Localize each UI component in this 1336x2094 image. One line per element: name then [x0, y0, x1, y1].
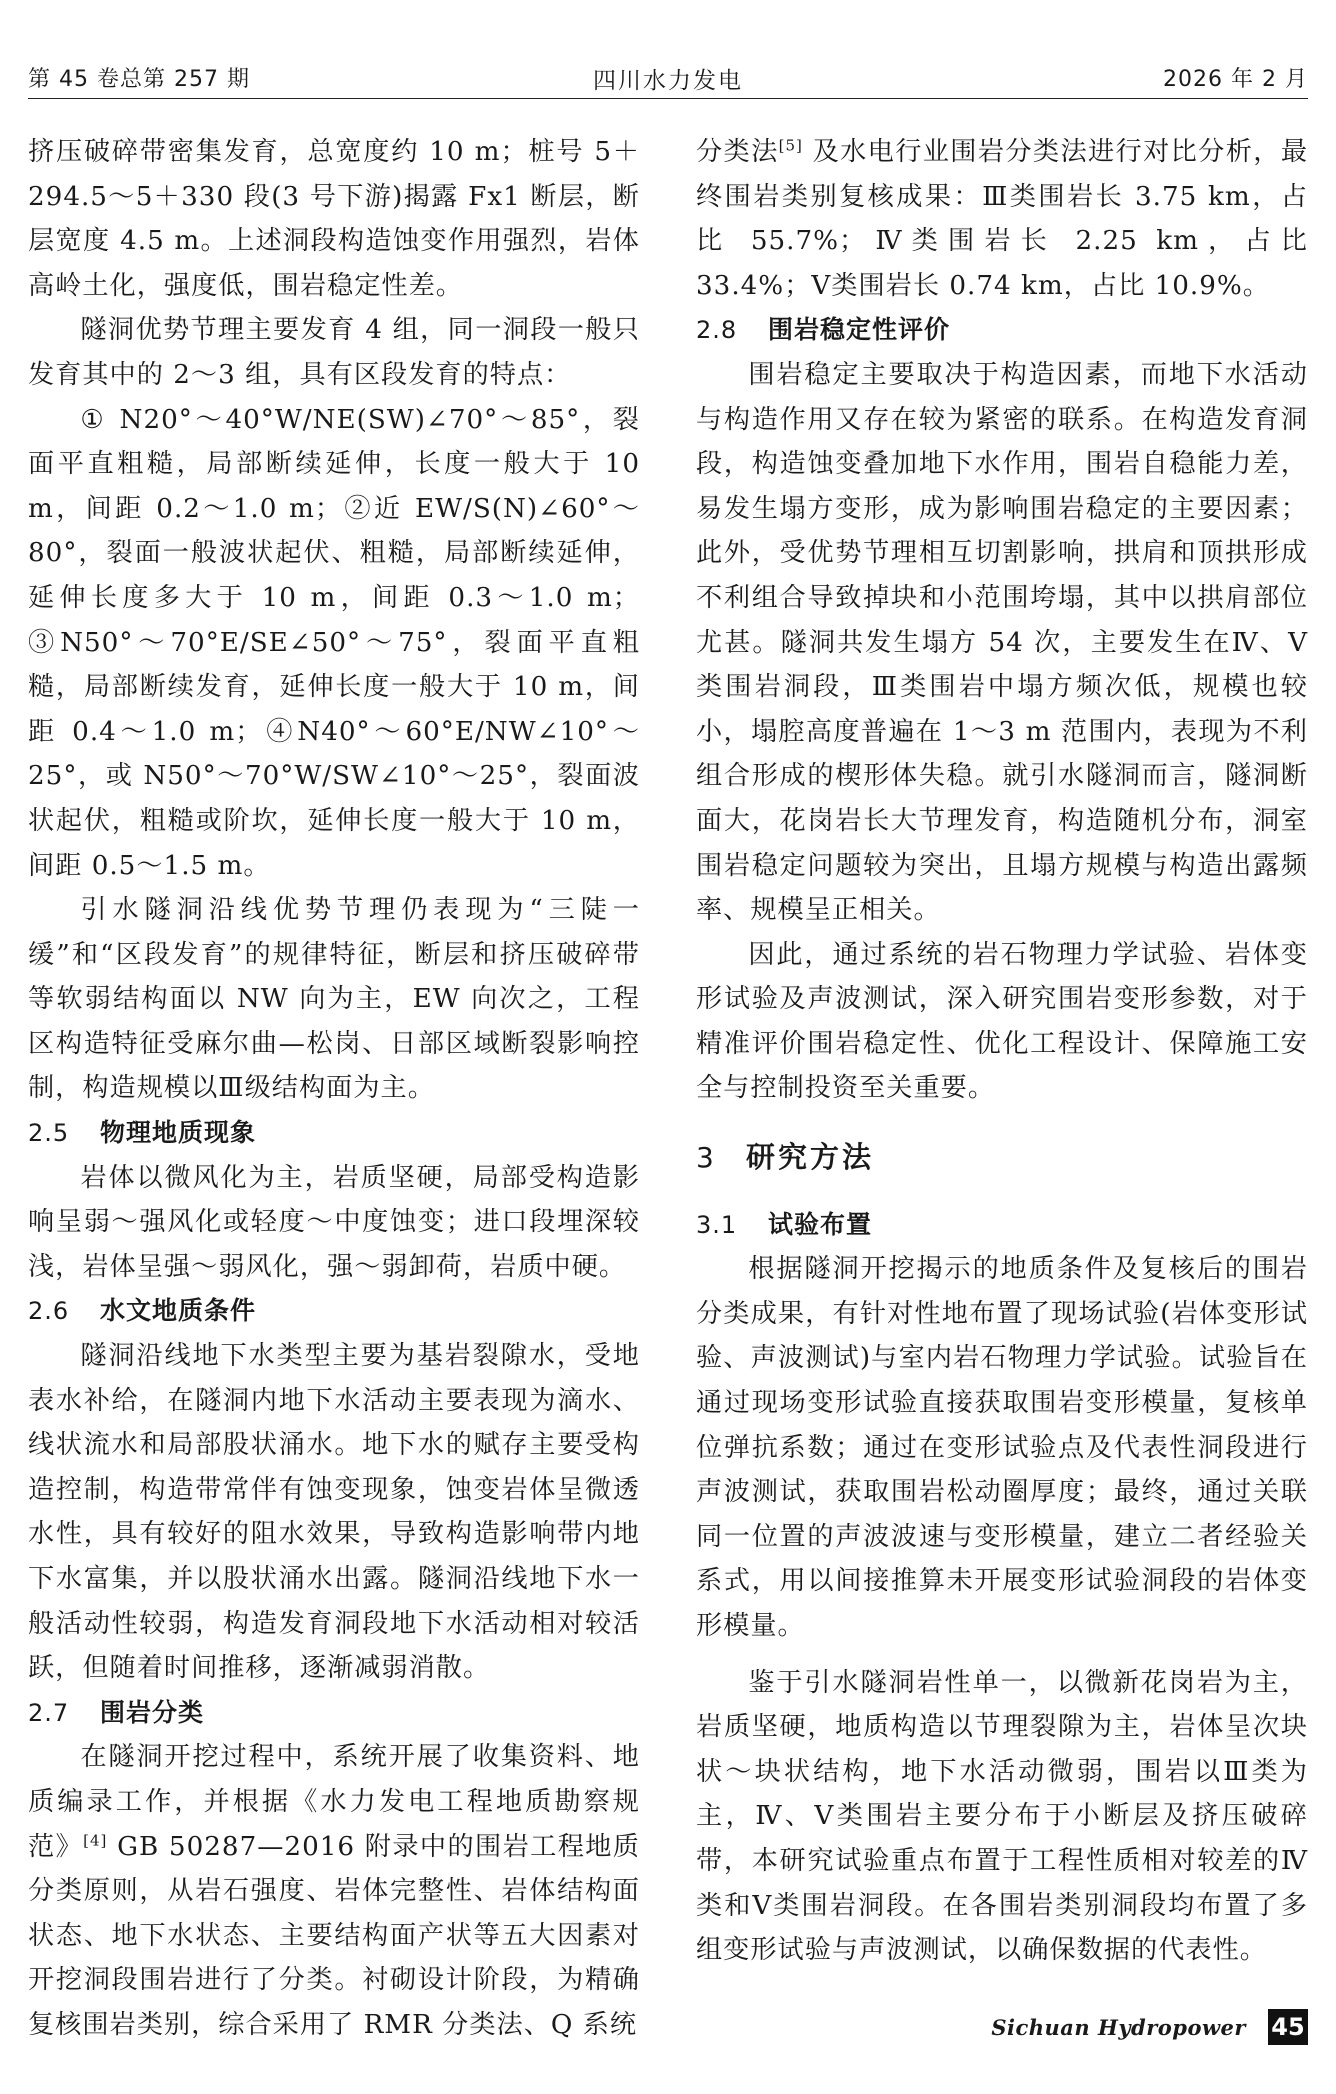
paragraph: 引水隧洞沿线优势节理仍表现为“三陡一缓”和“区段发育”的规律特征，断层和挤压破碎带等软弱结构面以 NW 向为主，EW 向次之，工程区构造特征受麻尔曲—松岗、日部区域断裂影响控制，构造规模以Ⅲ级结构面为主。: [28, 895, 640, 1104]
section-title: 水文地质条件: [100, 1296, 257, 1326]
paragraph: [696, 130, 1308, 308]
paragraph: 隧洞沿线地下水类型主要为基岩裂隙水，受地表水补给，在隧洞内地下水活动主要表现为滴水、线状流水和局部股状涌水。地下水的赋存主要受构造控制，构造带常伴有蚀变现象，蚀变岩体呈微透水性，具有较好的阻水效果，导致构造影响带内地下水富集，并以股状涌水出露。隧洞沿线地下水一般活动性较弱，构造发育洞段地下水活动相对较活跃，但随着时间推移，逐渐减弱消散。: [28, 1341, 640, 1684]
section-number: 2.6: [28, 1297, 70, 1326]
paragraph: [28, 1735, 640, 2047]
issue-date: 2026 年 2 月: [1163, 67, 1308, 92]
paragraph: 根据隧洞开挖揭示的地质条件及复核后的围岩分类成果，有针对性地布置了现场试验(岩体变形试验、声波测试)与室内岩石物理力学试验。试验旨在通过现场变形试验直接获取围岩变形模量，复核单位弹抗系数；通过在变形试验点及代表性洞段进行声波测试，获取围岩松动圈厚度；最终，通过关联同一位置的声波波速与变形模量，建立二者经验关系式，用以间接推算未开展变形试验洞段的岩体变形模量。: [696, 1254, 1308, 1641]
left-column: [28, 130, 640, 2048]
section-heading-3: [696, 1135, 1308, 1181]
text-run: 分类法: [696, 137, 779, 167]
paragraph: 围岩稳定主要取决于构造因素，而地下水活动与构造作用又存在较为紧密的联系。在构造发育洞段，构造蚀变叠加地下水作用，围岩自稳能力差，易发生塌方变形，成为影响围岩稳定的主要因素；此外，受优势节理相互切割影响，拱肩和顶拱形成不利组合导致掉块和小范围垮塌，其中以拱肩部位尤甚。隧洞共发生塌方 54 次，主要发生在Ⅳ、Ⅴ类围岩洞段，Ⅲ类围岩中塌方频次低，规模也较小，塌腔高度普遍在 1～3 m 范围内，表现为不利组合形成的楔形体失稳。就引水隧洞而言，隧洞断面大，花岗岩长大节理发育，构造随机分布，洞室围岩稳定问题较为突出，且塌方规模与构造出露频率、规模呈正相关。: [696, 359, 1308, 926]
section-heading-3-1: [696, 1203, 1308, 1248]
paragraph: 岩体以微风化为主，岩质坚硬，局部受构造影响呈弱～强风化或轻度～中度蚀变；进口段埋深较浅，岩体呈强～弱风化，强～弱卸荷，岩质中硬。: [28, 1162, 640, 1282]
journal-english-name: Sichuan Hydropower: [991, 2014, 1246, 2040]
issue-info: 第 45 卷总第 257 期: [28, 67, 250, 92]
text-run: 及水电行业围岩分类法进行对比分析，最终围岩类别复核成果：Ⅲ类围岩长 3.75 km，占比 55.7%；Ⅳ类围岩长 2.25 km，占比 33.4%；Ⅴ类围岩长 0.74 km，占比 10.9%。: [696, 137, 1309, 301]
paragraph: ① N20°～40°W/NE(SW)∠70°～85°，裂面平直粗糙，局部断续延伸，长度一般大于 10 m，间距 0.2～1.0 m；②近 EW/S(N)∠60°～80°，裂面一般波状起伏、粗糙，局部断续延伸，延伸长度多大于 10 m，间距 0.3～1.0 m；③N50°～70°E/SE∠50°～75°，裂面平直粗糙，局部断续发育，延伸长度一般大于 10 m，间距 0.4～1.0 m；④N40°～60°E/NW∠10°～25°，或 N50°～70°W/SW∠10°～25°，裂面波状起伏，粗糙或阶坎，延伸长度一般大于 10 m，间距 0.5～1.5 m。: [28, 404, 640, 881]
paragraph: 因此，通过系统的岩石物理力学试验、岩体变形试验及声波测试，深入研究围岩变形参数，对于精准评价围岩稳定性、优化工程设计、保障施工安全与控制投资至关重要。: [696, 939, 1308, 1104]
section-title: 试验布置: [768, 1209, 873, 1239]
paragraph-gap: [696, 1649, 1308, 1661]
section-heading-2-6: [28, 1289, 640, 1334]
section-title: 研究方法: [746, 1140, 875, 1175]
journal-title: 四川水力发电: [593, 68, 743, 94]
section-title: 围岩稳定性评价: [768, 315, 951, 345]
section-heading-2-5: [28, 1111, 640, 1156]
page-footer: [991, 2008, 1308, 2046]
page-header: [28, 58, 1308, 99]
citation-ref: [4]: [83, 1830, 108, 1849]
paragraph: 鉴于引水隧洞岩性单一，以微新花岗岩为主，岩质坚硬，地质构造以节理裂隙为主，岩体呈次块状～块状结构，地下水活动微弱，围岩以Ⅲ类为主，Ⅳ、Ⅴ类围岩主要分布于小断层及挤压破碎带，本研究试验重点布置于工程性质相对较差的Ⅳ类和Ⅴ类围岩洞段。在各围岩类别洞段均布置了多组变形试验与声波测试，以确保数据的代表性。: [696, 1667, 1308, 1966]
section-number: 2.5: [28, 1119, 70, 1148]
section-number: 2.8: [696, 316, 738, 345]
page-number: 45: [1268, 2009, 1308, 2045]
section-title: 物理地质现象: [100, 1118, 257, 1148]
right-column: [696, 130, 1308, 1973]
section-heading-2-7: [28, 1691, 640, 1736]
paragraph: 挤压破碎带密集发育，总宽度约 10 m；桩号 5＋294.5～5＋330 段(3 号下游)揭露 Fx1 断层，断层宽度 4.5 m。上述洞段构造蚀变作用强烈，岩体高岭土化，强度低，围岩稳定性差。: [28, 137, 640, 301]
citation-ref: [5]: [778, 136, 803, 155]
text-run: GB 50287—2016 附录中的围岩工程地质分类原则，从岩石强度、岩体完整性、岩体结构面状态、地下水状态、主要结构面产状等五大因素对开挖洞段围岩进行了分类。衬砌设计阶段，为精确复核围岩类别，综合采用了 RMR 分类法、Q 系统: [28, 1831, 640, 2040]
section-number: 2.7: [28, 1698, 70, 1727]
section-title: 围岩分类: [100, 1697, 205, 1727]
paragraph: 隧洞优势节理主要发育 4 组，同一洞段一般只发育其中的 2～3 组，具有区段发育的特点：: [28, 315, 640, 390]
text-run: 在隧洞开挖过程中，系统开展了收集资料、地质编录工作，并根据《水力发电工程地质勘察规范》: [28, 1742, 640, 1862]
section-number: 3: [696, 1141, 715, 1175]
section-number: 3.1: [696, 1210, 738, 1239]
section-heading-2-8: [696, 308, 1308, 353]
